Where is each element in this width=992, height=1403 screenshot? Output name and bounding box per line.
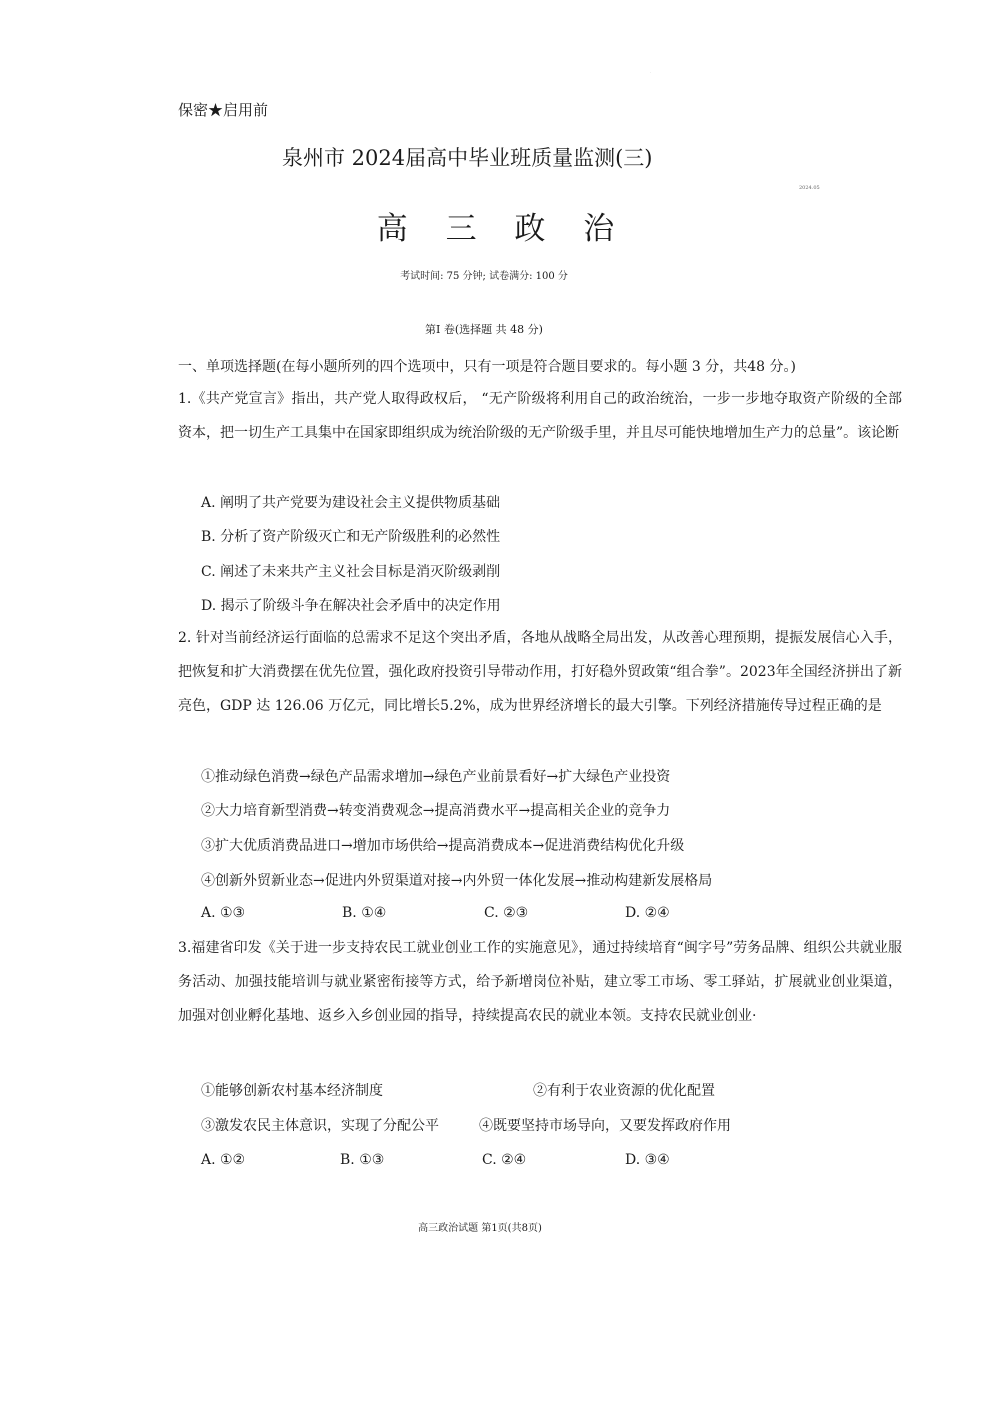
question-3-option-c: C. ②④ (482, 1152, 527, 1168)
question-1-option-c: C. 阐述了未来共产主义社会目标是消灭阶级剥削 (201, 564, 501, 580)
question-3-option-d: D. ③④ (625, 1152, 670, 1168)
question-3-option-b: B. ①③ (340, 1152, 385, 1168)
question-2-option-b: B. ①④ (342, 905, 387, 921)
question-3-statement-4: ④既要坚持市场导向，又要发挥政府作用 (479, 1118, 731, 1134)
question-1-option-b: B. 分析了资产阶级灭亡和无产阶级胜利的必然性 (201, 529, 501, 545)
date-note: 2024.05 (799, 185, 820, 191)
question-2-statement-4: ④创新外贸新业态→促进内外贸渠道对接→内外贸一体化发展→推动构建新发展格局 (201, 873, 713, 889)
confidential-label: 保密★启用前 (178, 101, 269, 119)
exam-title: 泉州市 2024届高中毕业班质量监测(三) (282, 146, 653, 170)
question-2-stem: 2. 针对当前经济运行面临的总需求不足这个突出矛盾，各地从战略全局出发，从改善心理预期，提振发展信心入手，把恢复和扩大消费摆在优先位置，强化政府投资引导带动作用，打好稳外贸政策“组合拳”。2023年全国经济拼出了新亮色，GDP 达 126.06 万亿元，同比增长5.2%，成为世界经济增长的最大引擎。下列经济措施传导过程正确的是 (178, 630, 902, 714)
question-3-option-a: A. ①② (201, 1152, 246, 1168)
scan-dot: · (650, 70, 652, 75)
question-2-option-d: D. ②④ (625, 905, 670, 921)
subject-title: 高 三 政 治 (376, 211, 629, 247)
question-3-statement-2: ②有利于农业资源的优化配置 (533, 1083, 715, 1099)
section-heading: 一、单项选择题(在每小题所列的四个选项中，只有一项是符合题目要求的。每小题 3 分，共48 分。) (178, 359, 796, 375)
question-2-statement-3: ③扩大优质消费品进口→增加市场供给→提高消费成本→促进消费结构优化升级 (201, 838, 685, 854)
question-2-statement-1: ①推动绿色消费→绿色产品需求增加→绿色产业前景看好→扩大绿色产业投资 (201, 769, 671, 785)
page-footer: 高三政治试题 第1页(共8页) (418, 1223, 542, 1234)
question-1-stem: 1.《共产党宣言》指出，共产党人取得政权后， “无产阶级将利用自己的政治统治，一步一步地夺取资产阶级的全部资本，把一切生产工具集中在国家即组织成为统治阶级的无产阶级手里，并且尽可能快地增加生产力的总量”。该论断 (178, 391, 902, 441)
exam-info: 考试时间: 75 分钟; 试卷满分: 100 分 (400, 271, 568, 282)
question-3-statement-1: ①能够创新农村基本经济制度 (201, 1083, 383, 1099)
question-3-statement-3: ③激发农民主体意识，实现了分配公平 (201, 1118, 439, 1134)
question-3-stem: 3.福建省印发《关于进一步支持农民工就业创业工作的实施意见》，通过持续培育“闽字号”劳务品牌、组织公共就业服务活动、加强技能培训与就业紧密衔接等方式，给予新增岗位补贴，建立零工市场、零工驿站，扩展就业创业渠道，加强对创业孵化基地、返乡入乡创业园的指导，持续提高农民的就业本领。支持农民就业创业· (178, 940, 902, 1024)
question-2-option-a: A. ①③ (201, 905, 246, 921)
question-1-option-a: A. 阐明了共产党要为建设社会主义提供物质基础 (201, 495, 501, 511)
part-heading: 第Ⅰ 卷(选择题 共 48 分) (425, 323, 543, 336)
question-1-option-d: D. 揭示了阶级斗争在解决社会矛盾中的决定作用 (201, 598, 501, 614)
question-2-option-c: C. ②③ (484, 905, 529, 921)
question-2-statement-2: ②大力培育新型消费→转变消费观念→提高消费水平→提高相关企业的竞争力 (201, 803, 671, 819)
